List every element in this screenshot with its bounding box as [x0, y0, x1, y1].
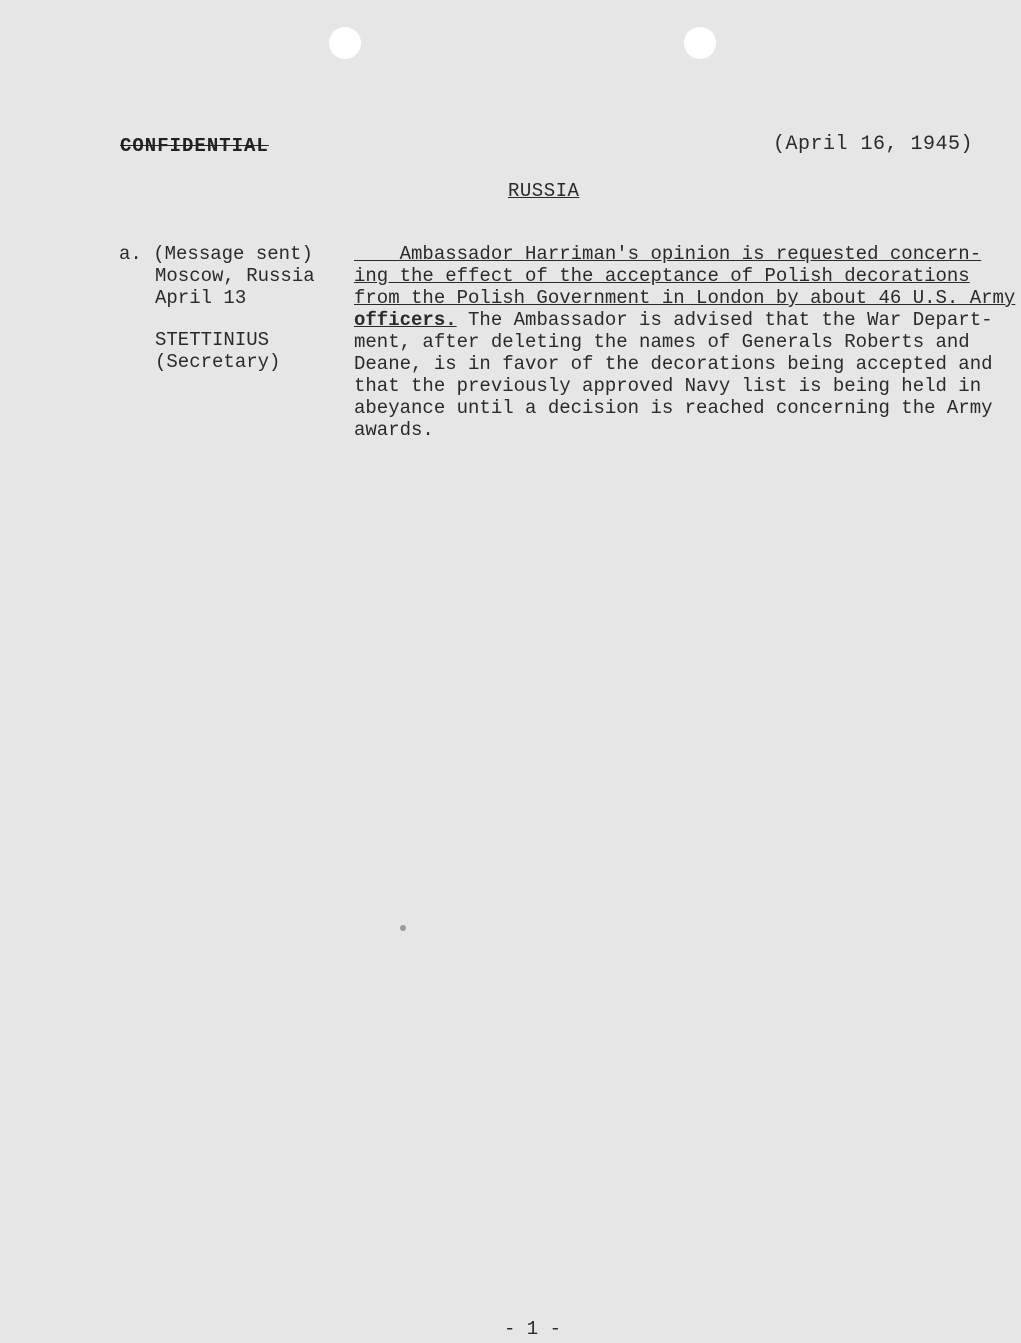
punch-hole-right: [684, 27, 716, 59]
message-type: (Message sent): [153, 243, 313, 265]
sender-title: (Secretary): [155, 351, 281, 373]
body-line-6: Deane, is in favor of the decorations being accepted and: [354, 353, 993, 375]
sender-name: STETTINIUS: [155, 329, 270, 351]
message-location: Moscow, Russia: [155, 265, 315, 287]
body-line-3: from the Polish Government in London by about 46 U.S. Army: [354, 287, 1016, 309]
body-line-4: [354, 309, 1004, 331]
body-line-1: Ambassador Harriman's opinion is requested concern-: [354, 243, 982, 265]
message-date: April 13: [155, 287, 247, 309]
body-line-4-underlined: officers.: [354, 309, 457, 331]
document-heading: RUSSIA: [508, 180, 580, 202]
document-date: (April 16, 1945): [773, 133, 974, 156]
page-number: - 1 -: [504, 1318, 562, 1340]
body-line-2: ing the effect of the acceptance of Polish decorations: [354, 265, 970, 287]
punch-hole-left: [329, 27, 361, 59]
body-line-8: abeyance until a decision is reached concerning the Army: [354, 397, 993, 419]
body-line-4-rest: The Ambassador is advised that the War Depart-: [456, 309, 993, 331]
paper-speck: [400, 925, 406, 931]
meta-line-1: [119, 243, 319, 265]
body-line-9: awards.: [354, 419, 434, 441]
classification-marking: CONFIDENTIAL: [120, 135, 269, 157]
entry-label: a.: [119, 243, 142, 265]
message-metadata: [119, 243, 319, 373]
message-body: [354, 243, 1016, 441]
body-line-5: ment, after deleting the names of Generals Roberts and: [354, 331, 970, 353]
body-line-7: that the previously approved Navy list is being held in: [354, 375, 982, 397]
